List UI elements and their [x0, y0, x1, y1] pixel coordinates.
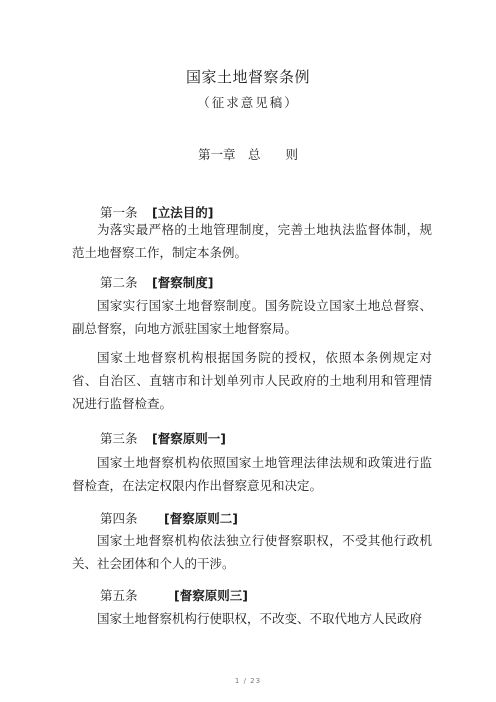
- article-4-heading: [100, 509, 238, 527]
- article-5-body: 国家土地督察机构行使职权，不改变、不取代地方人民政府: [97, 611, 423, 626]
- page-number: 1 / 23: [234, 677, 262, 685]
- article-3-body: 国家土地督察机构依照国家土地管理法律法规和政策进行监督检查，在法定权限内作出督察意见和决定。: [72, 455, 432, 494]
- document-title: 国家土地督察条例: [185, 68, 310, 86]
- article-5-heading: [100, 586, 248, 604]
- article-3-heading: [100, 429, 226, 447]
- article-2-body-2: 国家土地督察机构根据国务院的授权，依照本条例规定对省、自治区、直辖市和计划单列市人民政府的土地利用和管理情况进行监督检查。: [72, 350, 432, 412]
- article-number: 第四条: [100, 511, 138, 526]
- article-number: 第三条: [100, 431, 138, 446]
- article-number: 第一条: [100, 205, 138, 220]
- article-number: 第五条: [100, 588, 138, 603]
- article-number: 第二条: [100, 275, 138, 290]
- article-1-body: 为落实最严格的土地管理制度，完善土地执法监督体制，规范土地督察工作，制定本条例。: [72, 222, 432, 261]
- article-title: [督察原则三]: [173, 588, 248, 603]
- document-subtitle: （征求意见稿）: [197, 95, 299, 110]
- article-4-body: 国家土地督察机构依法独立行使督察职权，不受其他行政机关、社会团体和个人的干涉。: [72, 533, 432, 572]
- chapter-heading: 第一章 总 则: [197, 147, 298, 162]
- article-title: [督察原则二]: [163, 511, 238, 526]
- article-title: [立法目的]: [151, 205, 214, 220]
- article-title: [督察制度]: [151, 275, 214, 290]
- article-2-heading: [100, 273, 213, 291]
- article-2-body: 国家实行国家土地督察制度。国务院设立国家土地总督察、副总督察，向地方派驻国家土地督察局。: [72, 298, 432, 337]
- article-title: [督察原则一]: [151, 431, 226, 446]
